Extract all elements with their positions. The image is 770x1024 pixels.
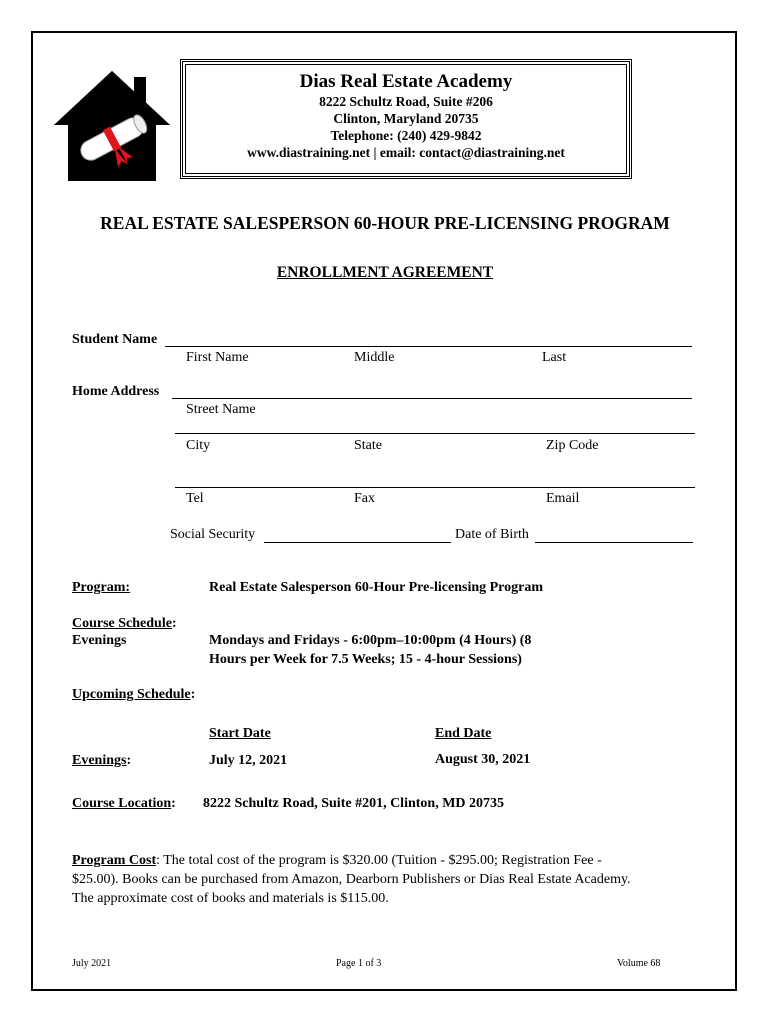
academy-web-email: www.diastraining.net | email: contact@diastraining.net — [247, 145, 565, 160]
course-location-value: 8222 Schultz Road, Suite #201, Clinton, MD 20735 — [203, 796, 505, 811]
last-caption: Last — [542, 350, 567, 365]
academy-address-line1: 8222 Schultz Road, Suite #206 — [319, 94, 493, 109]
first-name-caption: First Name — [186, 350, 249, 365]
zip-code-caption: Zip Code — [546, 438, 599, 453]
academy-header-box — [180, 59, 632, 179]
student-name-label: Student Name — [72, 332, 158, 347]
agreement-title: ENROLLMENT AGREEMENT — [276, 264, 494, 281]
footer-volume: Volume 68 — [617, 958, 661, 969]
city-state-zip-field[interactable] — [175, 433, 695, 434]
program-label: Program: — [72, 580, 131, 595]
program-cost-paragraph: Program Cost: The total cost of the program is $320.00 (Tuition - $295.00; Registration Fee - $25.00). Books can be purchased from Amazon, Dearborn Publishers or Dias Real Estate Academy. The approximate cost of books and materials is $115.00. — [72, 853, 631, 906]
footer-page-number: Page 1 of 3 — [336, 958, 382, 969]
date-of-birth-field[interactable] — [535, 542, 693, 543]
footer-date: July 2021 — [72, 958, 112, 969]
academy-address-line2: Clinton, Maryland 20735 — [333, 111, 479, 126]
middle-caption: Middle — [354, 350, 395, 365]
program-title: REAL ESTATE SALESPERSON 60-HOUR PRE-LICENSING PROGRAM — [100, 213, 670, 233]
start-date-header: Start Date — [209, 726, 271, 741]
city-caption: City — [186, 438, 211, 453]
course-schedule-label: Course Schedule: — [72, 616, 177, 631]
house-diploma-logo-icon — [52, 67, 172, 185]
fax-caption: Fax — [354, 491, 375, 506]
schedule-line1: Mondays and Fridays - 6:00pm–10:00pm (4 Hours) (8 — [209, 633, 532, 648]
street-name-caption: Street Name — [186, 402, 256, 417]
tel-fax-email-field[interactable] — [175, 487, 695, 488]
program-cost-label: Program Cost — [72, 853, 157, 868]
program-value: Real Estate Salesperson 60-Hour Pre-licensing Program — [209, 580, 544, 595]
tel-caption: Tel — [186, 491, 204, 506]
street-field[interactable] — [172, 398, 692, 399]
start-date-value: July 12, 2021 — [209, 753, 288, 768]
state-caption: State — [354, 438, 382, 453]
academy-telephone: Telephone: (240) 429-9842 — [330, 128, 482, 143]
social-security-label: Social Security — [170, 527, 256, 542]
academy-name: Dias Real Estate Academy — [299, 71, 513, 92]
date-of-birth-label: Date of Birth — [455, 527, 529, 542]
schedule-line2: Hours per Week for 7.5 Weeks; 15 - 4-hour Sessions) — [209, 652, 522, 667]
upcoming-evenings-label: Evenings: — [72, 753, 132, 768]
upcoming-schedule-label: Upcoming Schedule: — [72, 687, 196, 702]
end-date-value: August 30, 2021 — [435, 752, 531, 767]
schedule-evenings-label: Evenings — [72, 633, 127, 648]
student-name-field[interactable] — [165, 346, 692, 347]
end-date-header: End Date — [435, 726, 492, 741]
home-address-label: Home Address — [72, 384, 160, 399]
course-location-label: Course Location: — [72, 796, 176, 811]
email-caption: Email — [546, 491, 580, 506]
social-security-field[interactable] — [264, 542, 451, 543]
